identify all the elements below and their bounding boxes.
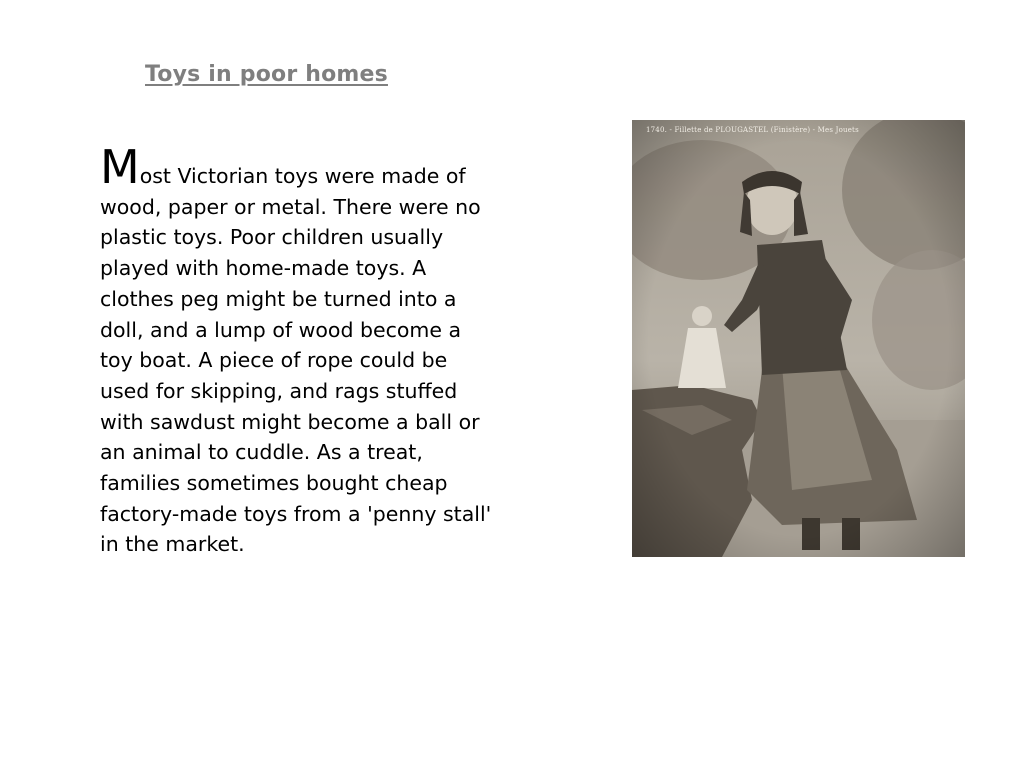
drop-cap: M: [100, 140, 140, 194]
body-paragraph: [100, 140, 500, 560]
body-text: ost Victorian toys were made of wood, paper or metal. There were no plastic toys. Poor children usually played with home-made toys. A clothes peg might be turned into a doll, and a lump of wood become a toy boat. A piece of rope could be used for skipping, and rags stuffed with sawdust might become a ball or an animal to cuddle. As a treat, families sometimes bought cheap factory-made toys from a 'penny stall' in the market.: [100, 164, 492, 557]
victorian-girl-photo: [632, 120, 965, 557]
photo-caption: 1740. - Fillette de PLOUGASTEL (Finistère) - Mes Jouets: [646, 126, 859, 134]
slide-title: Toys in poor homes: [145, 62, 388, 87]
photo-child-with-doll: [632, 120, 965, 557]
